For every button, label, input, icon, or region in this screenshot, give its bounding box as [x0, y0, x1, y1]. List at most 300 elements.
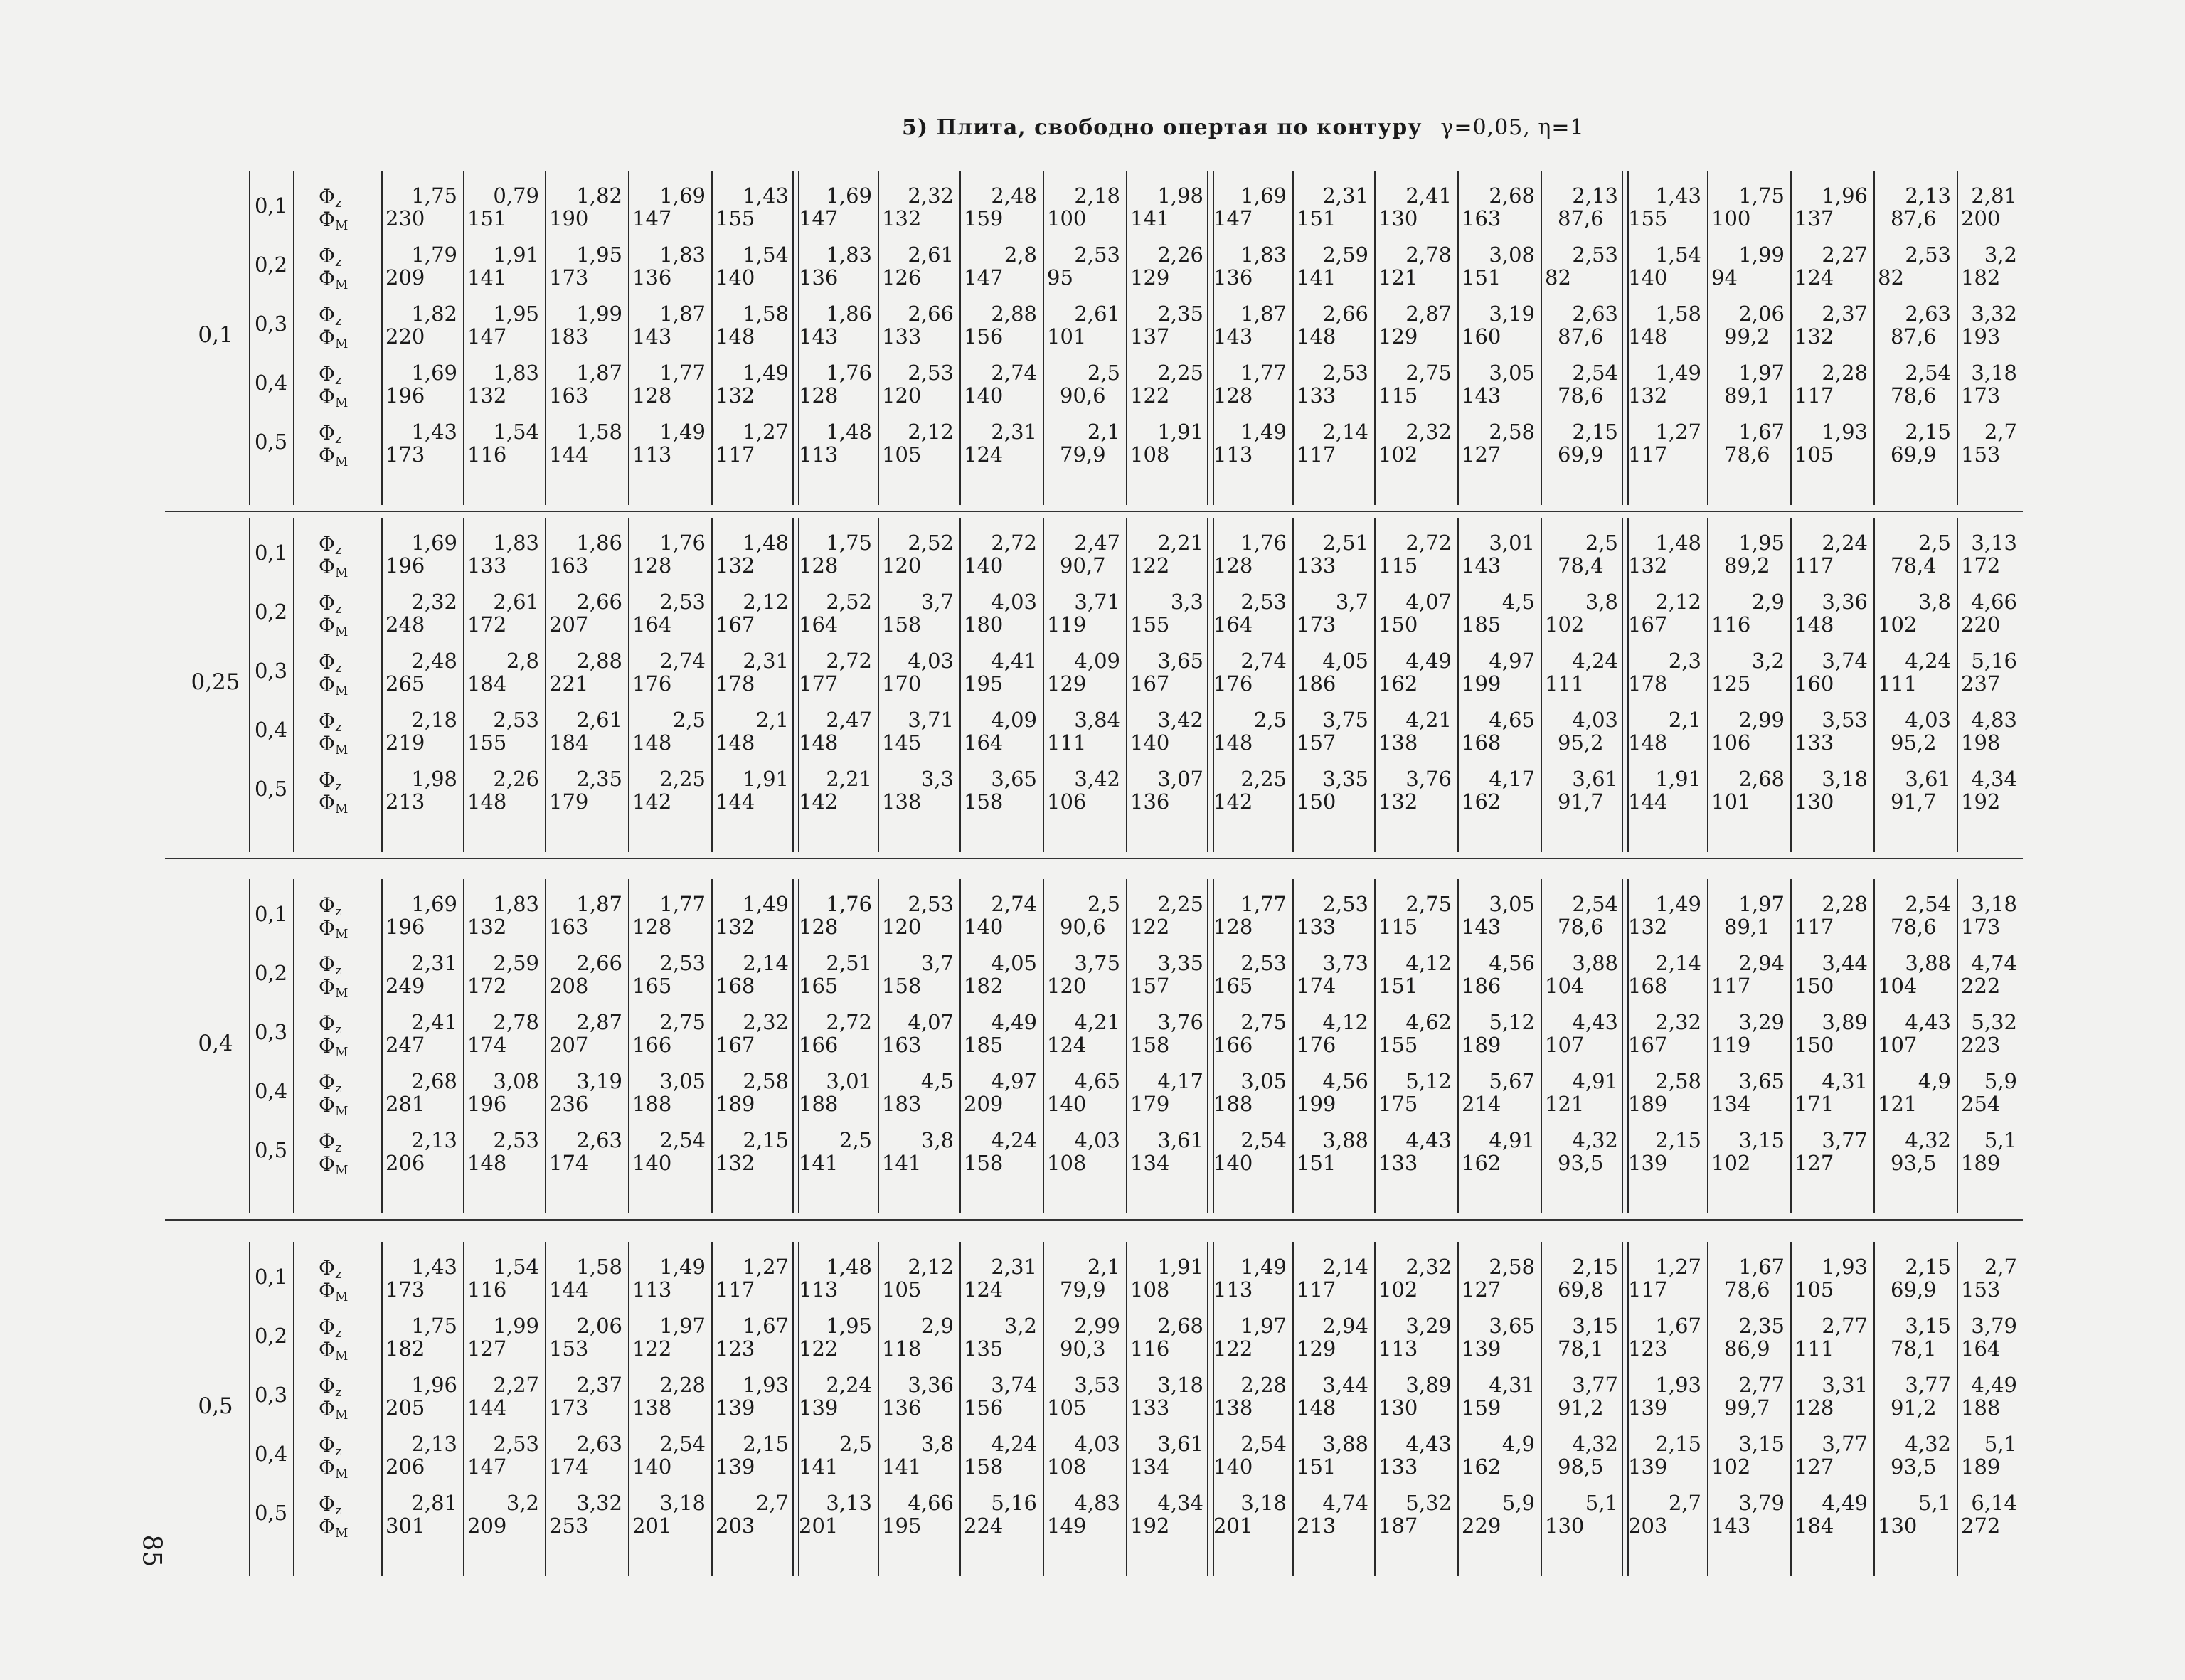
phi-z-value: 3,65	[991, 767, 1037, 791]
phi-m-value: 155	[1628, 206, 1668, 230]
phi-z-value: 2,99	[1074, 1314, 1120, 1338]
phi-m-value: 104	[1545, 974, 1585, 998]
phi-m-value: 132	[1795, 324, 1834, 349]
phi-m-value: 116	[467, 1277, 507, 1302]
phi-z-value: 2,18	[411, 708, 457, 732]
phi-z-label: $\Phi_z$	[319, 709, 342, 735]
phi-m-value: 184	[1795, 1514, 1834, 1538]
phi-m-label: $\Phi_M$	[319, 1338, 349, 1363]
phi-m-value: 130	[1378, 206, 1418, 230]
phi-z-value: 1,69	[411, 892, 457, 916]
phi-m-value: 78,1	[1891, 1336, 1937, 1361]
phi-m-value: 147	[632, 206, 672, 230]
phi-m-value: 105	[882, 1277, 922, 1302]
phi-z-value: 3,18	[1971, 892, 2017, 916]
phi-z-value: 2,53	[659, 590, 706, 614]
column-divider	[1374, 879, 1376, 1213]
phi-m-value: 179	[549, 790, 589, 814]
column-divider	[878, 1242, 879, 1576]
phi-m-value: 78,6	[1558, 915, 1604, 939]
phi-z-value: 1,49	[659, 420, 706, 444]
phi-m-value: 122	[1213, 1336, 1253, 1361]
phi-m-value: 166	[632, 1033, 672, 1057]
phi-m-value: 130	[1878, 1514, 1918, 1538]
phi-z-value: 2,13	[411, 1432, 457, 1456]
phi-m-value: 140	[1213, 1151, 1253, 1175]
phi-m-value: 192	[1961, 790, 2001, 814]
phi-z-value: 4,03	[1074, 1128, 1120, 1152]
phi-z-value: 2,74	[659, 649, 706, 673]
phi-m-value: 145	[882, 730, 922, 755]
phi-z-value: 4,17	[1489, 767, 1535, 791]
phi-m-value: 151	[1297, 1455, 1336, 1479]
phi-m-value: 132	[716, 553, 755, 578]
phi-z-value: 5,12	[1405, 1069, 1452, 1093]
phi-z-value: 2,94	[1322, 1314, 1368, 1338]
phi-z-value: 1,87	[576, 892, 622, 916]
phi-z-value: 3,18	[1971, 361, 2017, 385]
phi-z-value: 2,15	[743, 1432, 789, 1456]
phi-m-value: 139	[716, 1455, 755, 1479]
phi-m-value: 147	[467, 324, 507, 349]
phi-z-value: 3,36	[1822, 590, 1868, 614]
phi-z-value: 2,68	[411, 1069, 457, 1093]
phi-m-value: 90,6	[1060, 383, 1106, 408]
phi-z-value: 2,12	[908, 1255, 954, 1279]
column-divider	[1541, 518, 1542, 852]
phi-z-value: 4,5	[1501, 590, 1535, 614]
page-number: 85	[137, 1534, 166, 1568]
phi-m-value: 162	[1462, 1151, 1501, 1175]
phi-z-value: 2,88	[576, 649, 622, 673]
phi-z-value: 3,77	[1822, 1128, 1868, 1152]
phi-z-value: 2,28	[1822, 361, 1868, 385]
phi-z-value: 2,54	[1572, 892, 1618, 916]
phi-z-value: 4,03	[1905, 708, 1951, 732]
column-divider	[293, 1242, 294, 1576]
column-divider	[293, 879, 294, 1213]
phi-m-value: 174	[1297, 974, 1336, 998]
phi-z-value: 1,93	[1822, 1255, 1868, 1279]
phi-z-value: 2,53	[493, 708, 539, 732]
phi-z-value: 2,15	[1655, 1128, 1701, 1152]
phi-z-value: 1,67	[1738, 420, 1785, 444]
phi-z-value: 2,99	[1738, 708, 1785, 732]
eta-label: 0,4	[254, 371, 288, 395]
phi-z-value: 2,77	[1738, 1373, 1785, 1397]
phi-z-value: 1,99	[576, 302, 622, 326]
phi-m-value: 184	[549, 730, 589, 755]
phi-z-value: 1,83	[659, 243, 706, 267]
phi-z-value: 3,79	[1738, 1491, 1785, 1515]
phi-m-value: 127	[1462, 442, 1501, 467]
phi-z-value: 3,8	[1918, 590, 1951, 614]
phi-m-value: 122	[1130, 383, 1170, 408]
phi-m-value: 140	[964, 915, 1004, 939]
phi-m-value: 162	[1462, 790, 1501, 814]
phi-z-value: 2,63	[576, 1128, 622, 1152]
phi-m-value: 143	[1711, 1514, 1751, 1538]
phi-m-value: 173	[549, 1395, 589, 1420]
phi-z-value: 2,54	[1240, 1432, 1287, 1456]
phi-z-value: 5,12	[1489, 1010, 1535, 1034]
phi-z-value: 2,68	[1489, 184, 1535, 208]
phi-m-value: 195	[882, 1514, 922, 1538]
phi-z-value: 1,49	[743, 361, 789, 385]
phi-m-value: 111	[1795, 1336, 1834, 1361]
phi-z-value: 2,53	[1905, 243, 1951, 267]
phi-z-value: 1,48	[826, 1255, 872, 1279]
phi-z-value: 4,83	[1074, 1491, 1120, 1515]
phi-m-value: 102	[1378, 442, 1418, 467]
phi-m-value: 195	[964, 671, 1004, 696]
phi-z-value: 2,15	[743, 1128, 789, 1152]
phi-z-value: 2,72	[826, 649, 872, 673]
phi-m-value: 143	[1462, 383, 1501, 408]
phi-z-value: 1,95	[493, 302, 539, 326]
phi-m-value: 140	[716, 265, 755, 289]
phi-z-value: 2,5	[1253, 708, 1287, 732]
phi-m-value: 176	[632, 671, 672, 696]
column-divider	[1957, 518, 1958, 852]
phi-m-value: 69,9	[1891, 1277, 1937, 1302]
phi-z-value: 3,07	[1157, 767, 1203, 791]
phi-z-value: 2,53	[1322, 892, 1368, 916]
phi-m-value: 78,4	[1558, 553, 1604, 578]
column-divider	[1374, 171, 1376, 505]
phi-m-value: 69,8	[1558, 1277, 1604, 1302]
phi-z-value: 1,58	[576, 1255, 622, 1279]
phi-z-value: 1,93	[1655, 1373, 1701, 1397]
phi-z-value: 4,31	[1822, 1069, 1868, 1093]
phi-z-value: 3,31	[1822, 1373, 1868, 1397]
phi-m-value: 132	[467, 915, 507, 939]
phi-m-value: 127	[1462, 1277, 1501, 1302]
phi-z-value: 2,31	[411, 951, 457, 975]
phi-m-value: 207	[549, 612, 589, 637]
phi-z-value: 4,49	[1822, 1491, 1868, 1515]
phi-m-value: 183	[549, 324, 589, 349]
phi-z-value: 2,54	[1905, 361, 1951, 385]
phi-m-value: 98,5	[1558, 1455, 1604, 1479]
phi-z-value: 2,1	[1087, 420, 1120, 444]
phi-z-value: 3,19	[576, 1069, 622, 1093]
phi-m-value: 105	[1795, 442, 1834, 467]
phi-z-value: 1,77	[1240, 361, 1287, 385]
phi-z-value: 1,83	[1240, 243, 1287, 267]
phi-m-value: 78,6	[1891, 383, 1937, 408]
phi-z-label: $\Phi_z$	[319, 532, 342, 558]
column-divider	[545, 879, 546, 1213]
column-divider	[1292, 879, 1294, 1213]
phi-z-label: $\Phi_z$	[319, 591, 342, 617]
phi-z-value: 1,48	[826, 420, 872, 444]
phi-z-value: 1,97	[1738, 892, 1785, 916]
phi-m-value: 158	[964, 790, 1004, 814]
phi-z-value: 2,41	[1405, 184, 1452, 208]
phi-z-value: 1,95	[826, 1314, 872, 1338]
phi-z-value: 3,89	[1405, 1373, 1452, 1397]
phi-m-value: 116	[1130, 1336, 1170, 1361]
phi-m-value: 253	[549, 1514, 589, 1538]
column-divider	[1292, 171, 1294, 505]
phi-m-value: 155	[467, 730, 507, 755]
phi-z-value: 4,43	[1405, 1128, 1452, 1152]
phi-z-value: 3,15	[1738, 1128, 1785, 1152]
phi-z-value: 2,68	[1738, 767, 1785, 791]
phi-z-value: 2,27	[1822, 243, 1868, 267]
phi-z-value: 1,86	[576, 531, 622, 555]
phi-m-value: 123	[1628, 1336, 1668, 1361]
phi-z-value: 1,91	[743, 767, 789, 791]
phi-z-value: 2,27	[493, 1373, 539, 1397]
phi-m-value: 139	[1628, 1455, 1668, 1479]
phi-z-value: 1,67	[743, 1314, 789, 1338]
phi-z-value: 1,54	[1655, 243, 1701, 267]
phi-m-value: 150	[1297, 790, 1336, 814]
column-divider	[1707, 1242, 1708, 1576]
phi-z-value: 4,62	[1405, 1010, 1452, 1034]
phi-m-value: 95,2	[1558, 730, 1604, 755]
phi-m-label: $\Phi_M$	[319, 791, 349, 817]
phi-m-value: 138	[882, 790, 922, 814]
phi-z-value: 1,75	[411, 1314, 457, 1338]
column-divider	[1541, 1242, 1542, 1576]
phi-m-value: 199	[1462, 671, 1501, 696]
column-divider	[249, 1242, 250, 1576]
phi-z-value: 1,83	[493, 361, 539, 385]
phi-z-value: 1,58	[743, 302, 789, 326]
phi-m-value: 165	[632, 974, 672, 998]
phi-m-value: 158	[882, 612, 922, 637]
column-divider	[959, 518, 961, 852]
phi-m-value: 201	[632, 1514, 672, 1538]
phi-z-value: 3,19	[1489, 302, 1535, 326]
column-divider	[1374, 1242, 1376, 1576]
phi-z-value: 2,35	[1738, 1314, 1785, 1338]
phi-m-value: 160	[1795, 671, 1834, 696]
phi-z-value: 4,49	[1405, 649, 1452, 673]
phi-z-value: 4,07	[908, 1010, 954, 1034]
phi-m-value: 173	[1961, 915, 2001, 939]
phi-m-value: 203	[716, 1514, 755, 1538]
column-divider	[249, 171, 250, 505]
phi-z-value: 2,68	[1157, 1314, 1203, 1338]
phi-z-value: 2,15	[1572, 420, 1618, 444]
phi-z-value: 3,89	[1822, 1010, 1868, 1034]
phi-m-value: 138	[632, 1395, 672, 1420]
phi-m-value: 128	[799, 915, 839, 939]
phi-m-value: 189	[716, 1092, 755, 1116]
phi-m-value: 99,2	[1724, 324, 1770, 349]
phi-m-value: 144	[716, 790, 755, 814]
phi-m-value: 139	[1628, 1151, 1668, 1175]
phi-z-value: 2,31	[991, 1255, 1037, 1279]
phi-z-value: 4,24	[1572, 649, 1618, 673]
phi-z-value: 2,75	[659, 1010, 706, 1034]
phi-z-value: 2,58	[743, 1069, 789, 1093]
eta-label: 0,1	[254, 1265, 288, 1289]
block-separator	[165, 511, 2023, 512]
phi-z-value: 1,69	[659, 184, 706, 208]
phi-z-value: 2,72	[826, 1010, 872, 1034]
phi-m-value: 153	[549, 1336, 589, 1361]
phi-m-value: 166	[799, 1033, 839, 1057]
phi-z-value: 5,1	[1984, 1128, 2017, 1152]
phi-z-value: 3,71	[908, 708, 954, 732]
phi-z-value: 2,47	[1074, 531, 1120, 555]
column-divider	[1457, 1242, 1459, 1576]
phi-m-value: 117	[716, 1277, 755, 1302]
phi-m-value: 147	[467, 1455, 507, 1479]
phi-z-value: 4,12	[1405, 951, 1452, 975]
eta-label: 0,5	[254, 1138, 288, 1162]
phi-m-value: 137	[1795, 206, 1834, 230]
phi-m-value: 151	[1297, 1151, 1336, 1175]
phi-m-value: 78,6	[1558, 383, 1604, 408]
phi-m-value: 150	[1795, 1033, 1834, 1057]
phi-z-value: 4,5	[920, 1069, 954, 1093]
column-divider	[1790, 1242, 1792, 1576]
phi-z-value: 2,53	[1572, 243, 1618, 267]
phi-m-value: 123	[716, 1336, 755, 1361]
phi-m-value: 90,3	[1060, 1336, 1106, 1361]
phi-m-value: 125	[1711, 671, 1751, 696]
phi-z-value: 3,44	[1322, 1373, 1368, 1397]
phi-m-value: 126	[882, 265, 922, 289]
phi-z-value: 2,13	[1905, 184, 1951, 208]
eta-label: 0,4	[254, 718, 288, 742]
phi-m-value: 91,7	[1891, 790, 1937, 814]
phi-m-value: 87,6	[1558, 324, 1604, 349]
phi-m-value: 90,6	[1060, 915, 1106, 939]
column-divider	[959, 879, 961, 1213]
phi-z-value: 2,7	[1984, 1255, 2017, 1279]
phi-z-value: 3,15	[1738, 1432, 1785, 1456]
phi-z-value: 2,72	[991, 531, 1037, 555]
phi-z-value: 2,54	[1240, 1128, 1287, 1152]
phi-m-value: 164	[632, 612, 672, 637]
phi-m-value: 124	[964, 442, 1004, 467]
phi-z-value: 4,97	[1489, 649, 1535, 673]
phi-z-value: 4,9	[1501, 1432, 1535, 1456]
phi-z-value: 2,53	[908, 361, 954, 385]
phi-z-value: 4,32	[1572, 1432, 1618, 1456]
phi-z-value: 1,58	[1655, 302, 1701, 326]
phi-z-value: 2,74	[991, 361, 1037, 385]
phi-m-value: 134	[1130, 1151, 1170, 1175]
phi-z-label: $\Phi_z$	[319, 185, 342, 211]
phi-z-value: 4,91	[1572, 1069, 1618, 1093]
phi-z-value: 2,74	[1240, 649, 1287, 673]
phi-m-value: 220	[1961, 612, 2001, 637]
phi-m-value: 209	[964, 1092, 1004, 1116]
phi-m-value: 141	[882, 1455, 922, 1479]
phi-m-value: 160	[1462, 324, 1501, 349]
phi-z-value: 4,24	[1905, 649, 1951, 673]
phi-m-value: 82	[1878, 265, 1904, 289]
phi-m-value: 140	[964, 383, 1004, 408]
phi-z-label: $\Phi_z$	[319, 1433, 342, 1459]
phi-m-value: 132	[467, 383, 507, 408]
phi-z-value: 1,27	[743, 420, 789, 444]
phi-m-value: 248	[386, 612, 425, 637]
phi-m-value: 113	[1378, 1336, 1418, 1361]
phi-z-value: 1,77	[659, 892, 706, 916]
phi-z-value: 1,83	[493, 892, 539, 916]
phi-z-value: 2,18	[1074, 184, 1120, 208]
column-divider	[1541, 879, 1542, 1213]
phi-m-value: 144	[467, 1395, 507, 1420]
gamma-label: 0,25	[191, 669, 240, 695]
phi-z-value: 1,49	[1655, 892, 1701, 916]
phi-m-value: 158	[882, 974, 922, 998]
phi-z-value: 2,12	[908, 420, 954, 444]
phi-m-value: 162	[1462, 1455, 1501, 1479]
phi-z-value: 4,03	[991, 590, 1037, 614]
phi-m-value: 150	[1378, 612, 1418, 637]
column-divider	[1292, 1242, 1294, 1576]
phi-z-value: 1,86	[826, 302, 872, 326]
phi-z-value: 5,32	[1405, 1491, 1452, 1515]
phi-z-label: $\Phi_z$	[319, 1129, 342, 1155]
phi-z-label: $\Phi_z$	[319, 1374, 342, 1400]
phi-m-value: 196	[467, 1092, 507, 1116]
phi-z-value: 4,56	[1489, 951, 1535, 975]
phi-m-value: 147	[799, 206, 839, 230]
phi-m-value: 102	[1545, 612, 1585, 637]
phi-z-value: 3,35	[1157, 951, 1203, 975]
column-divider	[1873, 1242, 1875, 1576]
phi-m-value: 236	[549, 1092, 589, 1116]
phi-m-value: 91,7	[1558, 790, 1604, 814]
phi-z-value: 3,01	[826, 1069, 872, 1093]
phi-m-value: 158	[1130, 1033, 1170, 1057]
phi-m-value: 148	[1297, 1395, 1336, 1420]
phi-z-value: 1,54	[743, 243, 789, 267]
title-params: γ=0,05, η=1	[1440, 115, 1585, 140]
phi-z-label: $\Phi_z$	[319, 244, 342, 270]
phi-m-value: 178	[716, 671, 755, 696]
phi-z-label: $\Phi_z$	[319, 952, 342, 978]
phi-m-value: 111	[1047, 730, 1087, 755]
phi-m-value: 102	[1378, 1277, 1418, 1302]
phi-z-value: 4,66	[908, 1491, 954, 1515]
phi-z-value: 4,43	[1572, 1010, 1618, 1034]
phi-m-label: $\Phi_M$	[319, 1152, 349, 1178]
phi-m-value: 128	[632, 553, 672, 578]
phi-m-value: 102	[1711, 1151, 1751, 1175]
phi-z-value: 2,31	[991, 420, 1037, 444]
phi-m-label: $\Phi_M$	[319, 1515, 349, 1541]
phi-z-value: 1,76	[659, 531, 706, 555]
phi-z-value: 2,28	[659, 1373, 706, 1397]
phi-m-label: $\Phi_M$	[319, 385, 349, 410]
phi-z-value: 1,43	[411, 420, 457, 444]
phi-z-value: 4,09	[991, 708, 1037, 732]
phi-z-label: $\Phi_z$	[319, 1315, 342, 1341]
phi-m-value: 180	[964, 612, 1004, 637]
phi-z-value: 1,93	[743, 1373, 789, 1397]
column-divider	[545, 171, 546, 505]
phi-z-value: 2,52	[908, 531, 954, 555]
phi-z-value: 2,5	[672, 708, 706, 732]
phi-z-value: 3,7	[920, 590, 954, 614]
phi-m-value: 201	[1213, 1514, 1253, 1538]
column-divider	[381, 518, 383, 852]
phi-m-value: 188	[1961, 1395, 2001, 1420]
phi-z-value: 3,42	[1074, 767, 1120, 791]
